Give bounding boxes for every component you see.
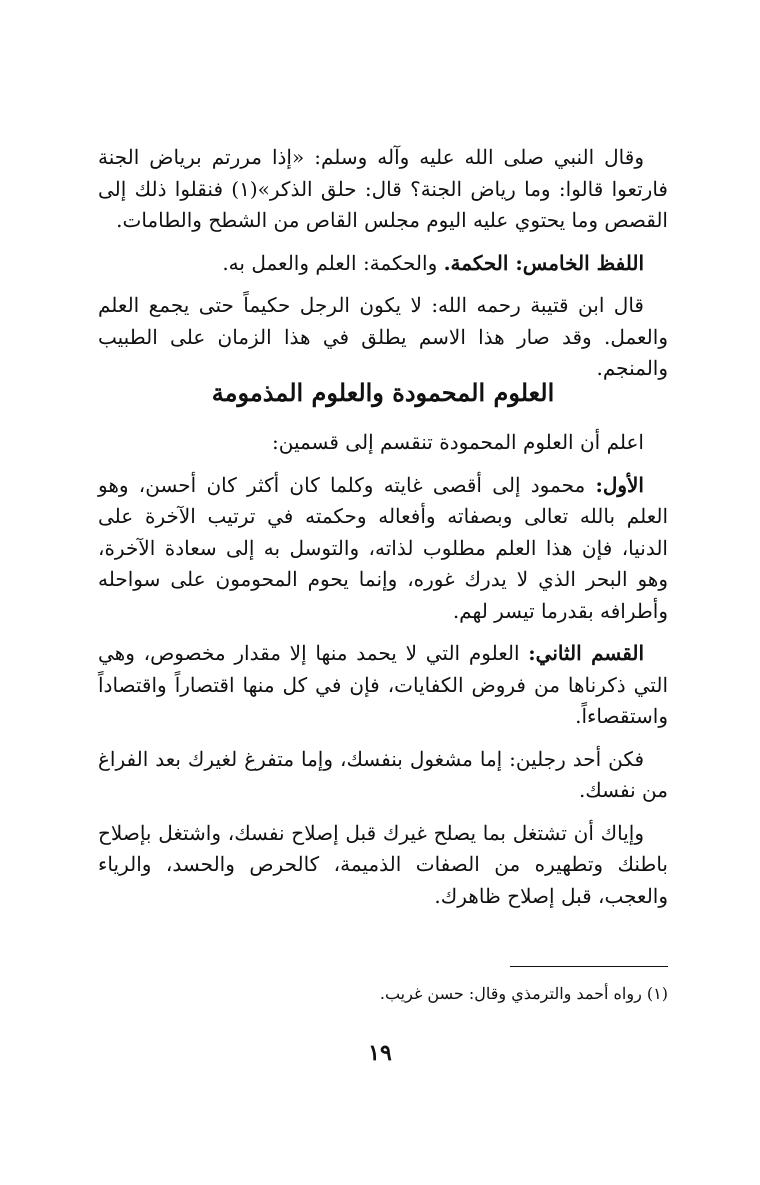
footnote-divider — [510, 966, 668, 967]
text-block-top — [98, 142, 668, 396]
text-block-bottom — [98, 427, 668, 923]
paragraph-hadith: وقال النبي صلى الله عليه وآله وسلم: «إذا مررتم برياض الجنة فارتعوا قالوا: وما رياض الجنة؟ قال: حلق الذكر»(١) فنقلوا ذلك إلى القصص وما يحتوي عليه اليوم مجلس القاص من الشطح والطامات. — [98, 145, 668, 232]
paragraph-intro-division: اعلم أن العلوم المحمودة تنقسم إلى قسمين: — [271, 430, 644, 454]
paragraph-ibn-qutayba: قال ابن قتيبة رحمه الله: لا يكون الرجل حكيماً حتى يجمع العلم والعمل. وقد صار هذا الاسم يطلق في هذا الزمان على الطبيب والمنجم. — [98, 293, 668, 380]
footnote: (١) رواه أحمد والترمذي وقال: حسن غريب. — [379, 984, 668, 1003]
term-text-second: العلوم التي لا يحمد منها إلا مقدار مخصوص، وهي التي ذكرناها من فروض الكفايات، فإن في كل منها اقتصاراً واقتصاداً واستقصاءاً. — [98, 641, 668, 728]
term-text-wisdom: والحكمة: العلم والعمل به. — [222, 250, 444, 275]
term-text-first: محمود إلى أقصى غايته وكلما كان أكثر كان أحسن، وهو العلم بالله تعالى وبصفاته وأفعاله وحكمته في ترتيب الآخرة على الدنيا، فإن هذا العلم مطلوب لذاته، والتوسل به إلى سعادة الآخرة، وهو البحر الذي لا يدرك غوره، وإنما يحوم المحومون على سواحله وأطرافه بقدرما تيسر لهم. — [98, 472, 668, 623]
term-label-first: الأول: — [595, 472, 644, 497]
term-label-second: القسم الثاني: — [528, 641, 644, 665]
page-number: ١٩ — [368, 1040, 392, 1066]
paragraph-two-men: فكن أحد رجلين: إما مشغول بنفسك، وإما متفرغ لغيرك بعد الفراغ من نفسك. — [98, 746, 668, 802]
section-heading: العلوم المحمودة والعلوم المذمومة — [211, 378, 555, 407]
term-label-wisdom: اللفظ الخامس: الحكمة. — [443, 250, 644, 275]
paragraph-first-type — [98, 470, 668, 628]
paragraph-wisdom-definition — [98, 248, 668, 280]
paragraph-second-type — [98, 638, 668, 733]
paragraph-self-reform: وإياك أن تشتغل بما يصلح غيرك قبل إصلاح نفسك، واشتغل بإصلاح باطنك وتطهيره من الصفات الذميمة، كالحرص والحسد، والرياء والعجب، قبل إصلاح ظاهرك. — [98, 820, 668, 908]
